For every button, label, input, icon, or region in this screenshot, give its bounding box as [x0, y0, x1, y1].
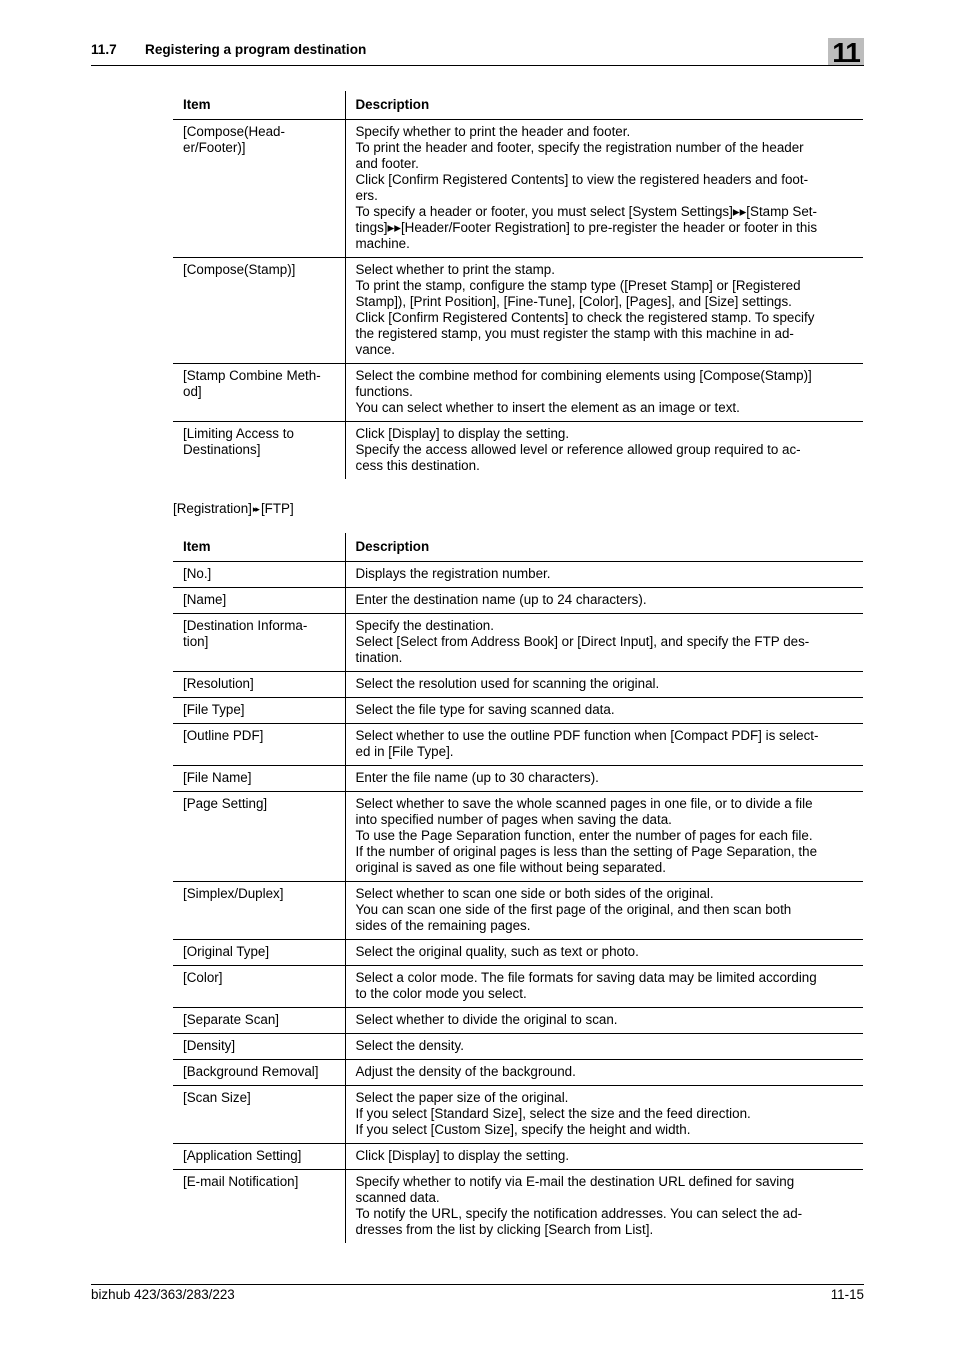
item-cell [173, 1086, 345, 1144]
description-text: Select a color mode. The file formats for saving data may be limited according [355, 970, 817, 985]
ftp-path-caption [173, 501, 294, 518]
table-row [173, 1086, 863, 1144]
description-text: scanned data. [355, 1190, 440, 1205]
item-cell [173, 1034, 345, 1060]
description-cell [345, 364, 863, 422]
table-header-row [173, 91, 863, 120]
item-text: er/Footer)] [183, 140, 246, 155]
description-text: To print the header and footer, specify the registration number of the header [355, 140, 804, 155]
table-row [173, 940, 863, 966]
item-text: [Original Type] [183, 944, 270, 959]
item-text: [Stamp Combine Meth- [183, 368, 321, 383]
description-text: To print the stamp, configure the stamp type ([Preset Stamp] or [Registered [355, 278, 801, 293]
item-text: [File Type] [183, 702, 245, 717]
description-text: Select [Select from Address Book] or [Direct Input], and specify the FTP des- [355, 634, 810, 649]
description-cell [345, 588, 863, 614]
item-cell [173, 588, 345, 614]
description-text: Click [Confirm Registered Contents] to view the registered headers and foot- [355, 172, 809, 187]
description-text: ers. [355, 188, 378, 203]
table-row [173, 422, 863, 480]
description-text: Select whether to save the whole scanned pages in one file, or to divide a file [355, 796, 813, 811]
description-cell [345, 1144, 863, 1170]
description-cell [345, 940, 863, 966]
table-row [173, 1060, 863, 1086]
description-text: machine. [355, 236, 410, 251]
table-row [173, 258, 863, 364]
table-row [173, 614, 863, 672]
compose-settings-table [173, 91, 863, 479]
item-text: [Scan Size] [183, 1090, 251, 1105]
description-text: functions. [355, 384, 413, 399]
description-text: Select the original quality, such as text or photo. [355, 944, 639, 959]
column-header-item: Item [173, 533, 345, 562]
description-text: Specify whether to notify via E-mail the destination URL defined for saving [355, 1174, 795, 1189]
item-cell [173, 1170, 345, 1244]
item-text: [Background Removal] [183, 1064, 319, 1079]
description-text: cess this destination. [355, 458, 480, 473]
ftp-settings-table [173, 533, 863, 1243]
item-cell [173, 882, 345, 940]
description-text: Click [Display] to display the setting. [355, 426, 570, 441]
item-cell [173, 940, 345, 966]
table-row [173, 1034, 863, 1060]
description-text: To notify the URL, specify the notification addresses. You can select the ad- [355, 1206, 803, 1221]
description-text: If you select [Standard Size], select the size and the feed direction. [355, 1106, 751, 1121]
description-text: to the color mode you select. [355, 986, 527, 1001]
description-cell [345, 724, 863, 766]
description-text: dresses from the list by clicking [Search from List]. [355, 1222, 654, 1237]
description-text: Adjust the density of the background. [355, 1064, 576, 1079]
description-text: Click [Confirm Registered Contents] to check the registered stamp. To specify [355, 310, 815, 325]
description-cell [345, 792, 863, 882]
item-cell [173, 422, 345, 480]
description-text: Specify whether to print the header and footer. [355, 124, 631, 139]
table-row [173, 724, 863, 766]
table-row [173, 364, 863, 422]
description-text: Select whether to divide the original to scan. [355, 1012, 618, 1027]
item-cell [173, 1144, 345, 1170]
description-text: Click [Display] to display the setting. [355, 1148, 570, 1163]
item-text: [Color] [183, 970, 223, 985]
chapter-number-tab: 11 [828, 38, 864, 65]
table-row [173, 672, 863, 698]
description-text: ed in [File Type]. [355, 744, 454, 759]
description-text: vance. [355, 342, 395, 357]
description-text: original is saved as one file without being separated. [355, 860, 666, 875]
item-cell [173, 562, 345, 588]
item-text: [Compose(Stamp)] [183, 262, 296, 277]
item-text: od] [183, 384, 202, 399]
item-text: Destinations] [183, 442, 261, 457]
description-text: tination. [355, 650, 403, 665]
page-number: 11-15 [830, 1287, 864, 1302]
description-text: Select the density. [355, 1038, 464, 1053]
caption-ftp: [FTP] [260, 501, 294, 516]
item-cell [173, 258, 345, 364]
description-cell [345, 562, 863, 588]
description-text: If the number of original pages is less than the setting of Page Separation, the [355, 844, 818, 859]
description-cell [345, 614, 863, 672]
item-cell [173, 1060, 345, 1086]
description-text: Specify the destination. [355, 618, 494, 633]
item-text: [Application Setting] [183, 1148, 302, 1163]
double-arrow-icon: ▸▸ [252, 504, 258, 514]
description-cell [345, 1170, 863, 1244]
description-text: To use the Page Separation function, enter the number of pages for each file. [355, 828, 813, 843]
item-cell [173, 614, 345, 672]
item-text: [E-mail Notification] [183, 1174, 299, 1189]
item-cell [173, 364, 345, 422]
description-cell [345, 422, 863, 480]
description-text: To specify a header or footer, you must select [System Settings]▸▸[Stamp Set- [355, 204, 817, 219]
table-row [173, 1008, 863, 1034]
item-text: tion] [183, 634, 209, 649]
item-text: [Page Setting] [183, 796, 268, 811]
table-row [173, 1170, 863, 1244]
item-text: [Compose(Head- [183, 124, 285, 139]
description-cell [345, 120, 863, 258]
item-cell [173, 672, 345, 698]
footer-rule [91, 1284, 864, 1285]
description-cell [345, 1086, 863, 1144]
description-cell [345, 1008, 863, 1034]
description-text: tings]▸▸[Header/Footer Registration] to pre-register the header or footer in this [355, 220, 818, 235]
description-text: the registered stamp, you must register the stamp with this machine in ad- [355, 326, 794, 341]
column-header-description: Description [355, 539, 430, 554]
table-row [173, 882, 863, 940]
description-text: Specify the access allowed level or reference allowed group required to ac- [355, 442, 801, 457]
page-footer [91, 1284, 864, 1302]
description-text: Stamp]), [Print Position], [Fine-Tune], [Color], [Pages], and [Size] settings. [355, 294, 792, 309]
column-header-description: Description [355, 97, 430, 112]
table-row [173, 562, 863, 588]
description-text: If you select [Custom Size], specify the height and width. [355, 1122, 691, 1137]
description-cell [345, 966, 863, 1008]
table-row [173, 698, 863, 724]
table-row [173, 588, 863, 614]
description-cell [345, 766, 863, 792]
section-title: Registering a program destination [145, 42, 367, 57]
description-cell [345, 882, 863, 940]
caption-registration: [Registration] [173, 501, 252, 516]
model-name: bizhub 423/363/283/223 [91, 1287, 235, 1302]
item-text: [Limiting Access to [183, 426, 294, 441]
description-text: Enter the destination name (up to 24 characters). [355, 592, 647, 607]
table-row [173, 966, 863, 1008]
description-text: Select the combine method for combining elements using [Compose(Stamp)] [355, 368, 812, 383]
description-cell [345, 672, 863, 698]
description-text: You can select whether to insert the element as an image or text. [355, 400, 740, 415]
description-text: into specified number of pages when saving the data. [355, 812, 672, 827]
item-cell [173, 698, 345, 724]
item-text: [Density] [183, 1038, 236, 1053]
item-cell [173, 120, 345, 258]
table-row [173, 766, 863, 792]
description-text: Select the paper size of the original. [355, 1090, 569, 1105]
description-cell [345, 1034, 863, 1060]
header-rule [91, 65, 864, 66]
item-text: [No.] [183, 566, 212, 581]
table-row [173, 792, 863, 882]
description-text: Enter the file name (up to 30 characters). [355, 770, 599, 785]
table-row [173, 1144, 863, 1170]
item-text: [Simplex/Duplex] [183, 886, 284, 901]
item-text: [Destination Informa- [183, 618, 308, 633]
item-cell [173, 792, 345, 882]
item-text: [File Name] [183, 770, 252, 785]
description-text: Select whether to print the stamp. [355, 262, 555, 277]
description-text: You can scan one side of the first page of the original, and then scan both [355, 902, 792, 917]
item-cell [173, 766, 345, 792]
page-header [91, 38, 864, 66]
item-text: [Resolution] [183, 676, 254, 691]
description-cell [345, 698, 863, 724]
item-cell [173, 724, 345, 766]
description-text: sides of the remaining pages. [355, 918, 531, 933]
description-cell [345, 1060, 863, 1086]
description-text: Displays the registration number. [355, 566, 551, 581]
column-header-item: Item [173, 91, 345, 120]
description-text: Select the file type for saving scanned data. [355, 702, 615, 717]
table-row [173, 120, 863, 258]
description-text: Select whether to use the outline PDF function when [Compact PDF] is select- [355, 728, 819, 743]
description-text: and footer. [355, 156, 419, 171]
item-text: [Name] [183, 592, 227, 607]
item-cell [173, 1008, 345, 1034]
table-header-row [173, 533, 863, 562]
description-text: Select the resolution used for scanning the original. [355, 676, 660, 691]
item-text: [Separate Scan] [183, 1012, 280, 1027]
description-text: Select whether to scan one side or both sides of the original. [355, 886, 714, 901]
section-number: 11.7 [91, 42, 117, 57]
item-text: [Outline PDF] [183, 728, 264, 743]
item-cell [173, 966, 345, 1008]
description-cell [345, 258, 863, 364]
